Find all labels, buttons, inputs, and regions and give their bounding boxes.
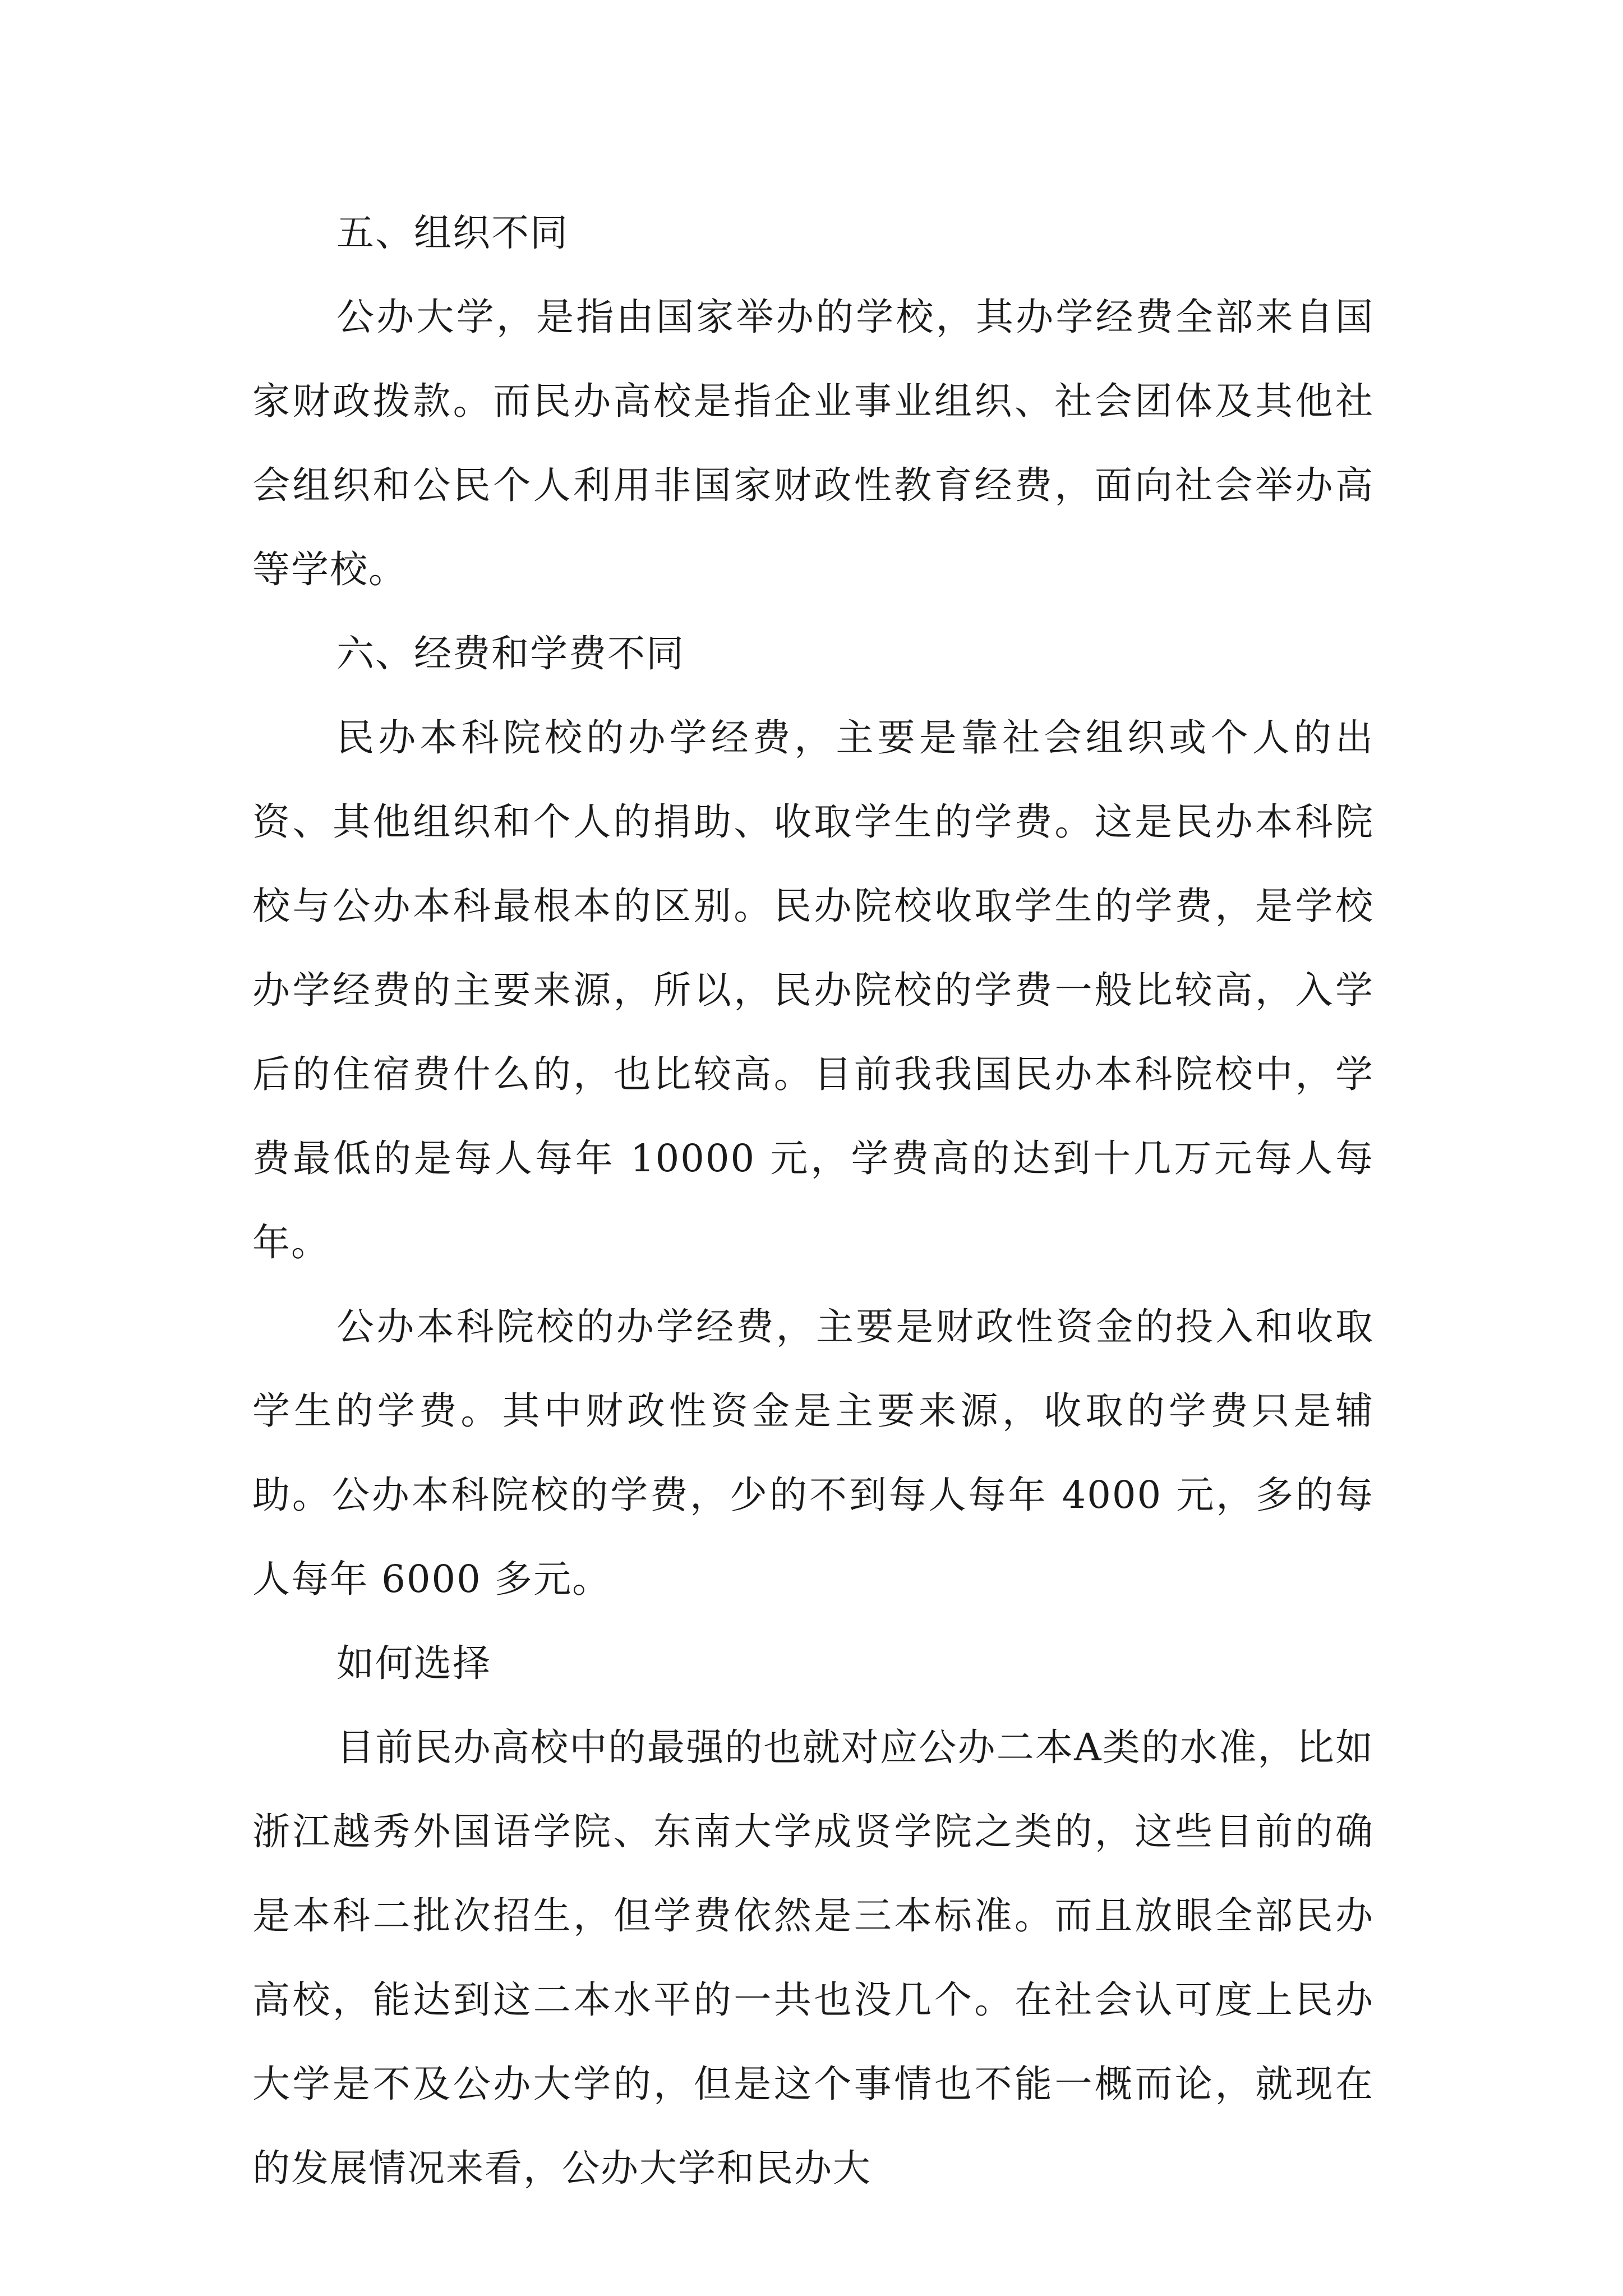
paragraph-private-funding: 民办本科院校的办学经费，主要是靠社会组织或个人的出资、其他组织和个人的捐助、收取学生的学费。这是民办本科院校与公办本科最根本的区别。民办院校收取学生的学费，是学校办学经费的主要来源，所以，民办院校的学费一般比较高，入学后的住宿费什么的，也比较高。目前我我国民办本科院校中，学费最低的是每人每年 10000 元，学费高的达到十几万元每人每年。: [252, 716, 1374, 1264]
document-body: [252, 191, 1374, 2210]
section-heading-how-to-choose: 如何选择: [336, 1641, 491, 1685]
section-heading-funding-tuition: 六、经费和学费不同: [336, 632, 685, 675]
paragraph-public-funding: 公办本科院校的办学经费，主要是财政性资金的投入和收取学生的学费。其中财政性资金是主要来源，收取的学费只是辅助。公办本科院校的学费，少的不到每人每年 4000 元，多的每人每年 6000 多元。: [252, 1305, 1374, 1601]
paragraph-public-vs-private-definition: 公办大学，是指由国家举办的学校，其办学经费全部来自国家财政拨款。而民办高校是指企业事业组织、社会团体及其他社会组织和公民个人利用非国家财政性教育经费，面向社会举办高等学校。: [252, 295, 1374, 591]
section-heading-organization: 五、组织不同: [336, 211, 569, 255]
paragraph-how-to-choose: 目前民办高校中的最强的也就对应公办二本A类的水准，比如浙江越秀外国语学院、东南大学成贤学院之类的，这些目前的确是本科二批次招生，但学费依然是三本标准。而且放眼全部民办高校，能达到这二本水平的一共也没几个。在社会认可度上民办大学是不及公办大学的，但是这个事情也不能一概而论，就现在的发展情况来看，公办大学和民办大: [252, 1726, 1374, 2190]
